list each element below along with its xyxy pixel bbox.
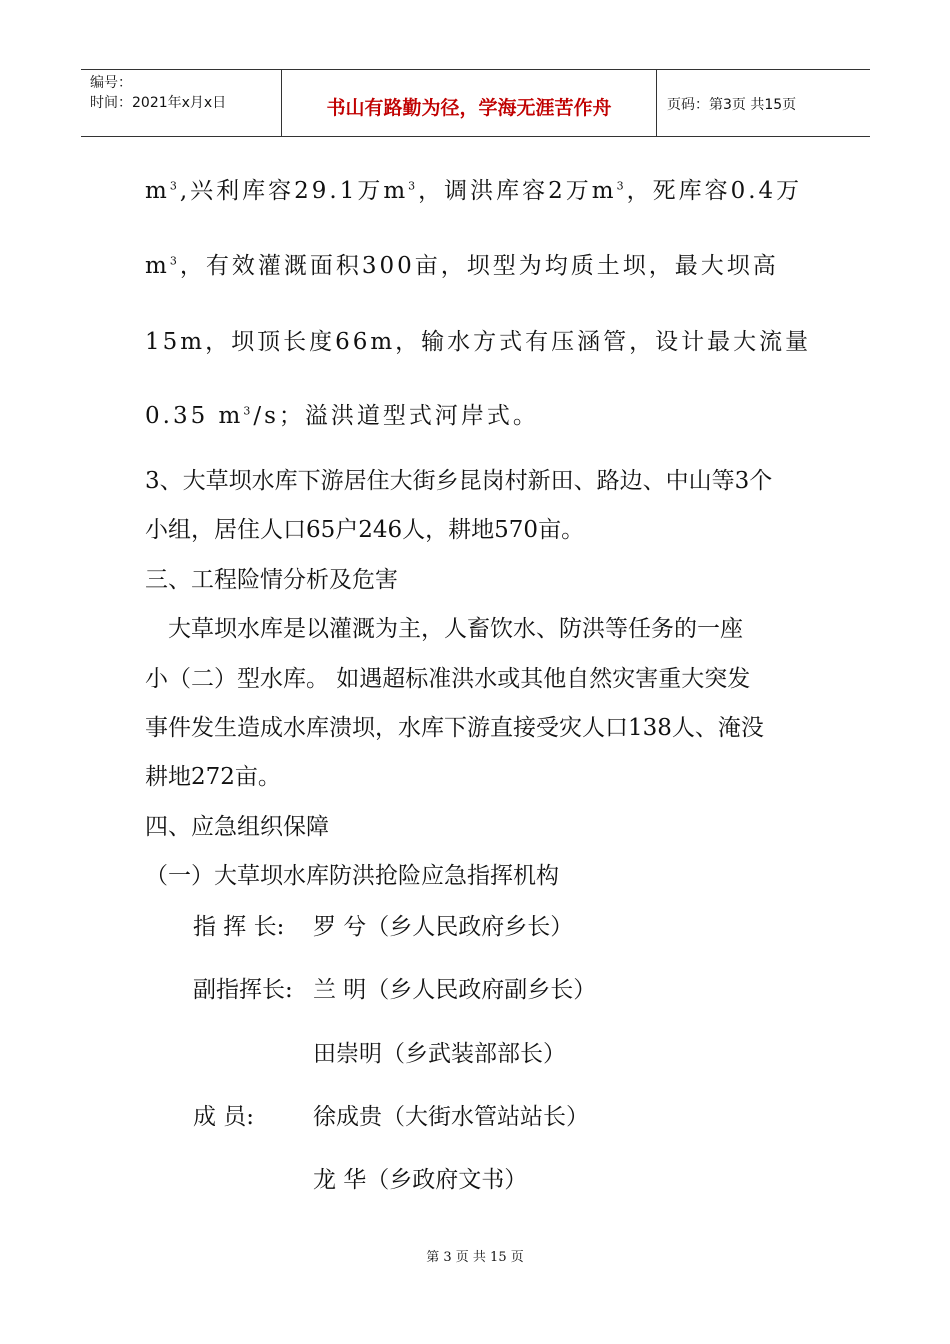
person-member-2: 龙 华（乡政府文书） bbox=[313, 1167, 528, 1193]
page-info: 页码：第3页 共15页 bbox=[667, 97, 797, 113]
section-heading-4: 四、应急组织保障 bbox=[145, 814, 329, 840]
text-line-1: $m^3$,兴利库容29.1万$m^3$，调洪库容2万$m^3$，死库容0.4万 bbox=[145, 178, 803, 204]
text-line-9: 小（二）型水库。 如遇超标准洪水或其他自然灾害重大突发 bbox=[145, 666, 751, 692]
text-line-4: 0.35 $m^3/s$；溢洪道型式河岸式。 bbox=[145, 403, 539, 429]
role-label-commander: 指 挥 长: bbox=[193, 914, 285, 940]
text-line-8: 大草坝水库是以灌溉为主，人畜饮水、防洪等任务的一座 bbox=[168, 616, 743, 642]
text-line-5: 3、大草坝水库下游居住大街乡昆岗村新田、路边、中山等3个 bbox=[145, 468, 773, 494]
text-line-6: 小组，居住人口65户246人，耕地570亩。 bbox=[145, 517, 585, 543]
role-label-deputy: 副指挥长: bbox=[193, 977, 293, 1003]
text-line-2: $m^3$，有效灌溉面积300亩，坝型为均质土坝，最大坝高 bbox=[145, 253, 779, 279]
person-commander: 罗 兮（乡人民政府乡长） bbox=[313, 914, 574, 940]
person-deputy-1: 兰 明（乡人民政府副乡长） bbox=[313, 977, 597, 1003]
time-label: 时间：2021年x月x日 bbox=[90, 95, 227, 111]
page-footer: 第 3 页 共 15 页 bbox=[426, 1250, 524, 1265]
motto-text: 书山有路勤为径，学海无涯苦作舟 bbox=[326, 97, 612, 119]
text-line-11: 耕地272亩。 bbox=[145, 764, 281, 790]
page-header bbox=[81, 69, 870, 137]
person-deputy-2: 田崇明（乡武装部部长） bbox=[313, 1041, 566, 1067]
number-label: 编号： bbox=[90, 75, 132, 91]
header-motto bbox=[281, 70, 657, 136]
header-page bbox=[656, 70, 870, 136]
text-line-3: 15m，坝顶长度66m，输水方式有压涵管，设计最大流量 bbox=[145, 329, 812, 355]
person-member-1: 徐成贵（大街水管站站长） bbox=[313, 1104, 589, 1130]
section-heading-3: 三、工程险情分析及危害 bbox=[145, 567, 398, 593]
subsection-heading: （一）大草坝水库防洪抢险应急指挥机构 bbox=[145, 863, 559, 889]
role-label-member: 成 员: bbox=[193, 1104, 255, 1130]
text-line-10: 事件发生造成水库溃坝，水库下游直接受灾人口138人、淹没 bbox=[145, 715, 764, 741]
header-meta bbox=[81, 70, 280, 136]
